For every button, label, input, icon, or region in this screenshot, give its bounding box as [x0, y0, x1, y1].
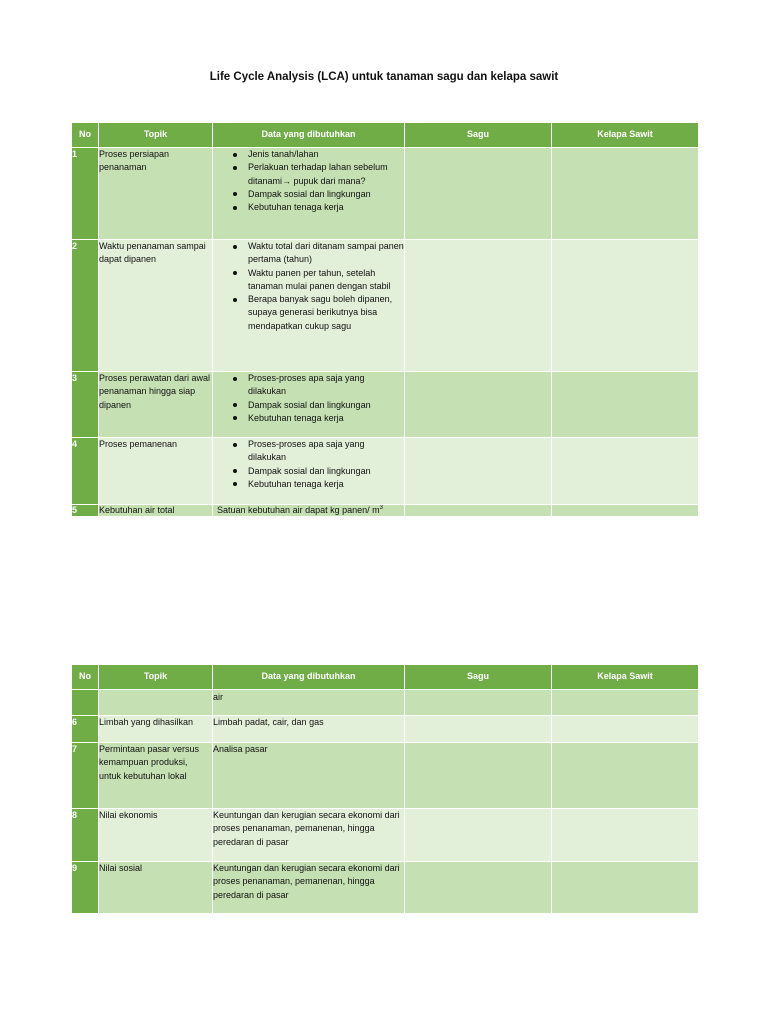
data-cell	[213, 148, 405, 240]
page-title: Life Cycle Analysis (LCA) untuk tanaman sagu dan kelapa sawit	[209, 71, 559, 83]
data-list	[213, 148, 404, 214]
data-cell: Keuntungan dan kerugian secara ekonomi dari proses penanaman, pemanenan, hingga peredaran di pasar	[213, 862, 405, 914]
data-cell	[213, 240, 405, 372]
row-number: 4	[72, 438, 99, 505]
kelapa-sawit-cell	[552, 372, 699, 438]
lca-table-2	[71, 664, 699, 914]
list-item: Dampak sosial dan lingkungan	[248, 188, 404, 201]
sagu-cell	[405, 372, 552, 438]
topic-cell: Kebutuhan air total	[99, 505, 213, 517]
sagu-cell	[405, 240, 552, 372]
topic-cell: Nilai sosial	[99, 862, 213, 914]
kelapa-sawit-cell	[552, 438, 699, 505]
kelapa-sawit-cell	[552, 862, 699, 914]
list-item: Berapa banyak sagu boleh dipanen, supaya generasi berikutnya bisa mendapatkan cukup sagu	[248, 293, 404, 333]
list-item: Kebutuhan tenaga kerja	[248, 478, 404, 491]
list-item: Proses-proses apa saja yang dilakukan	[248, 372, 404, 399]
table-header-row	[72, 665, 699, 690]
table-row	[72, 240, 699, 372]
row-number: 7	[72, 743, 99, 809]
header-kelapa-sawit: Kelapa Sawit	[552, 665, 699, 690]
kelapa-sawit-cell	[552, 240, 699, 372]
header-data: Data yang dibutuhkan	[213, 123, 405, 148]
data-list	[213, 240, 404, 333]
row-number: 8	[72, 809, 99, 862]
lca-table-1	[71, 122, 699, 517]
topic-cell: Limbah yang dihasilkan	[99, 716, 213, 743]
sagu-cell	[405, 809, 552, 862]
row-number: 6	[72, 716, 99, 743]
data-cell: Limbah padat, cair, dan gas	[213, 716, 405, 743]
header-data: Data yang dibutuhkan	[213, 665, 405, 690]
superscript: 3	[379, 505, 383, 511]
table-row	[72, 862, 699, 914]
topic-cell: Proses pemanenan	[99, 438, 213, 505]
table-row	[72, 148, 699, 240]
table-row	[72, 438, 699, 505]
data-list	[213, 438, 404, 491]
sagu-cell	[405, 690, 552, 716]
list-item: Waktu panen per tahun, setelah tanaman mulai panen dengan stabil	[248, 267, 404, 294]
sagu-cell	[405, 862, 552, 914]
header-topik: Topik	[99, 665, 213, 690]
table-header-row	[72, 123, 699, 148]
row-number: 2	[72, 240, 99, 372]
table-row	[72, 690, 699, 716]
data-text: Satuan kebutuhan air dapat kg panen/ m	[217, 505, 380, 515]
data-cell: Keuntungan dan kerugian secara ekonomi dari proses penanaman, pemanenan, hingga peredaran di pasar	[213, 809, 405, 862]
header-sagu: Sagu	[405, 123, 552, 148]
data-cell	[213, 505, 405, 517]
header-sagu: Sagu	[405, 665, 552, 690]
sagu-cell	[405, 438, 552, 505]
table-row	[72, 505, 699, 517]
list-item: Dampak sosial dan lingkungan	[248, 465, 404, 478]
topic-cell: Waktu penanaman sampai dapat dipanen	[99, 240, 213, 372]
topic-cell: Nilai ekonomis	[99, 809, 213, 862]
sagu-cell	[405, 148, 552, 240]
kelapa-sawit-cell	[552, 716, 699, 743]
topic-cell: Permintaan pasar versus kemampuan produksi, untuk kebutuhan lokal	[99, 743, 213, 809]
list-item: Proses-proses apa saja yang dilakukan	[248, 438, 404, 465]
list-item: Perlakuan terhadap lahan sebelum ditanami→ pupuk dari mana?	[248, 161, 404, 188]
header-kelapa-sawit: Kelapa Sawit	[552, 123, 699, 148]
header-no: No	[72, 665, 99, 690]
kelapa-sawit-cell	[552, 148, 699, 240]
row-number	[72, 690, 99, 716]
kelapa-sawit-cell	[552, 809, 699, 862]
topic-cell: Proses perawatan dari awal penanaman hingga siap dipanen	[99, 372, 213, 438]
sagu-cell	[405, 743, 552, 809]
data-cell: air	[213, 690, 405, 716]
header-topik: Topik	[99, 123, 213, 148]
list-item: Dampak sosial dan lingkungan	[248, 399, 404, 412]
list-item: Jenis tanah/lahan	[248, 148, 404, 161]
kelapa-sawit-cell	[552, 505, 699, 517]
kelapa-sawit-cell	[552, 743, 699, 809]
kelapa-sawit-cell	[552, 690, 699, 716]
sagu-cell	[405, 716, 552, 743]
topic-cell: Proses persiapan penanaman	[99, 148, 213, 240]
table-row	[72, 743, 699, 809]
list-item: Kebutuhan tenaga kerja	[248, 412, 404, 425]
table-row	[72, 809, 699, 862]
row-number: 1	[72, 148, 99, 240]
table-row	[72, 372, 699, 438]
data-cell	[213, 372, 405, 438]
data-list	[213, 372, 404, 425]
sagu-cell	[405, 505, 552, 517]
topic-cell	[99, 690, 213, 716]
row-number: 5	[72, 505, 99, 517]
row-number: 3	[72, 372, 99, 438]
list-item: Waktu total dari ditanam sampai panen pertama (tahun)	[248, 240, 404, 267]
table-row	[72, 716, 699, 743]
header-no: No	[72, 123, 99, 148]
list-item: Kebutuhan tenaga kerja	[248, 201, 404, 214]
row-number: 9	[72, 862, 99, 914]
data-cell: Analisa pasar	[213, 743, 405, 809]
data-cell	[213, 438, 405, 505]
